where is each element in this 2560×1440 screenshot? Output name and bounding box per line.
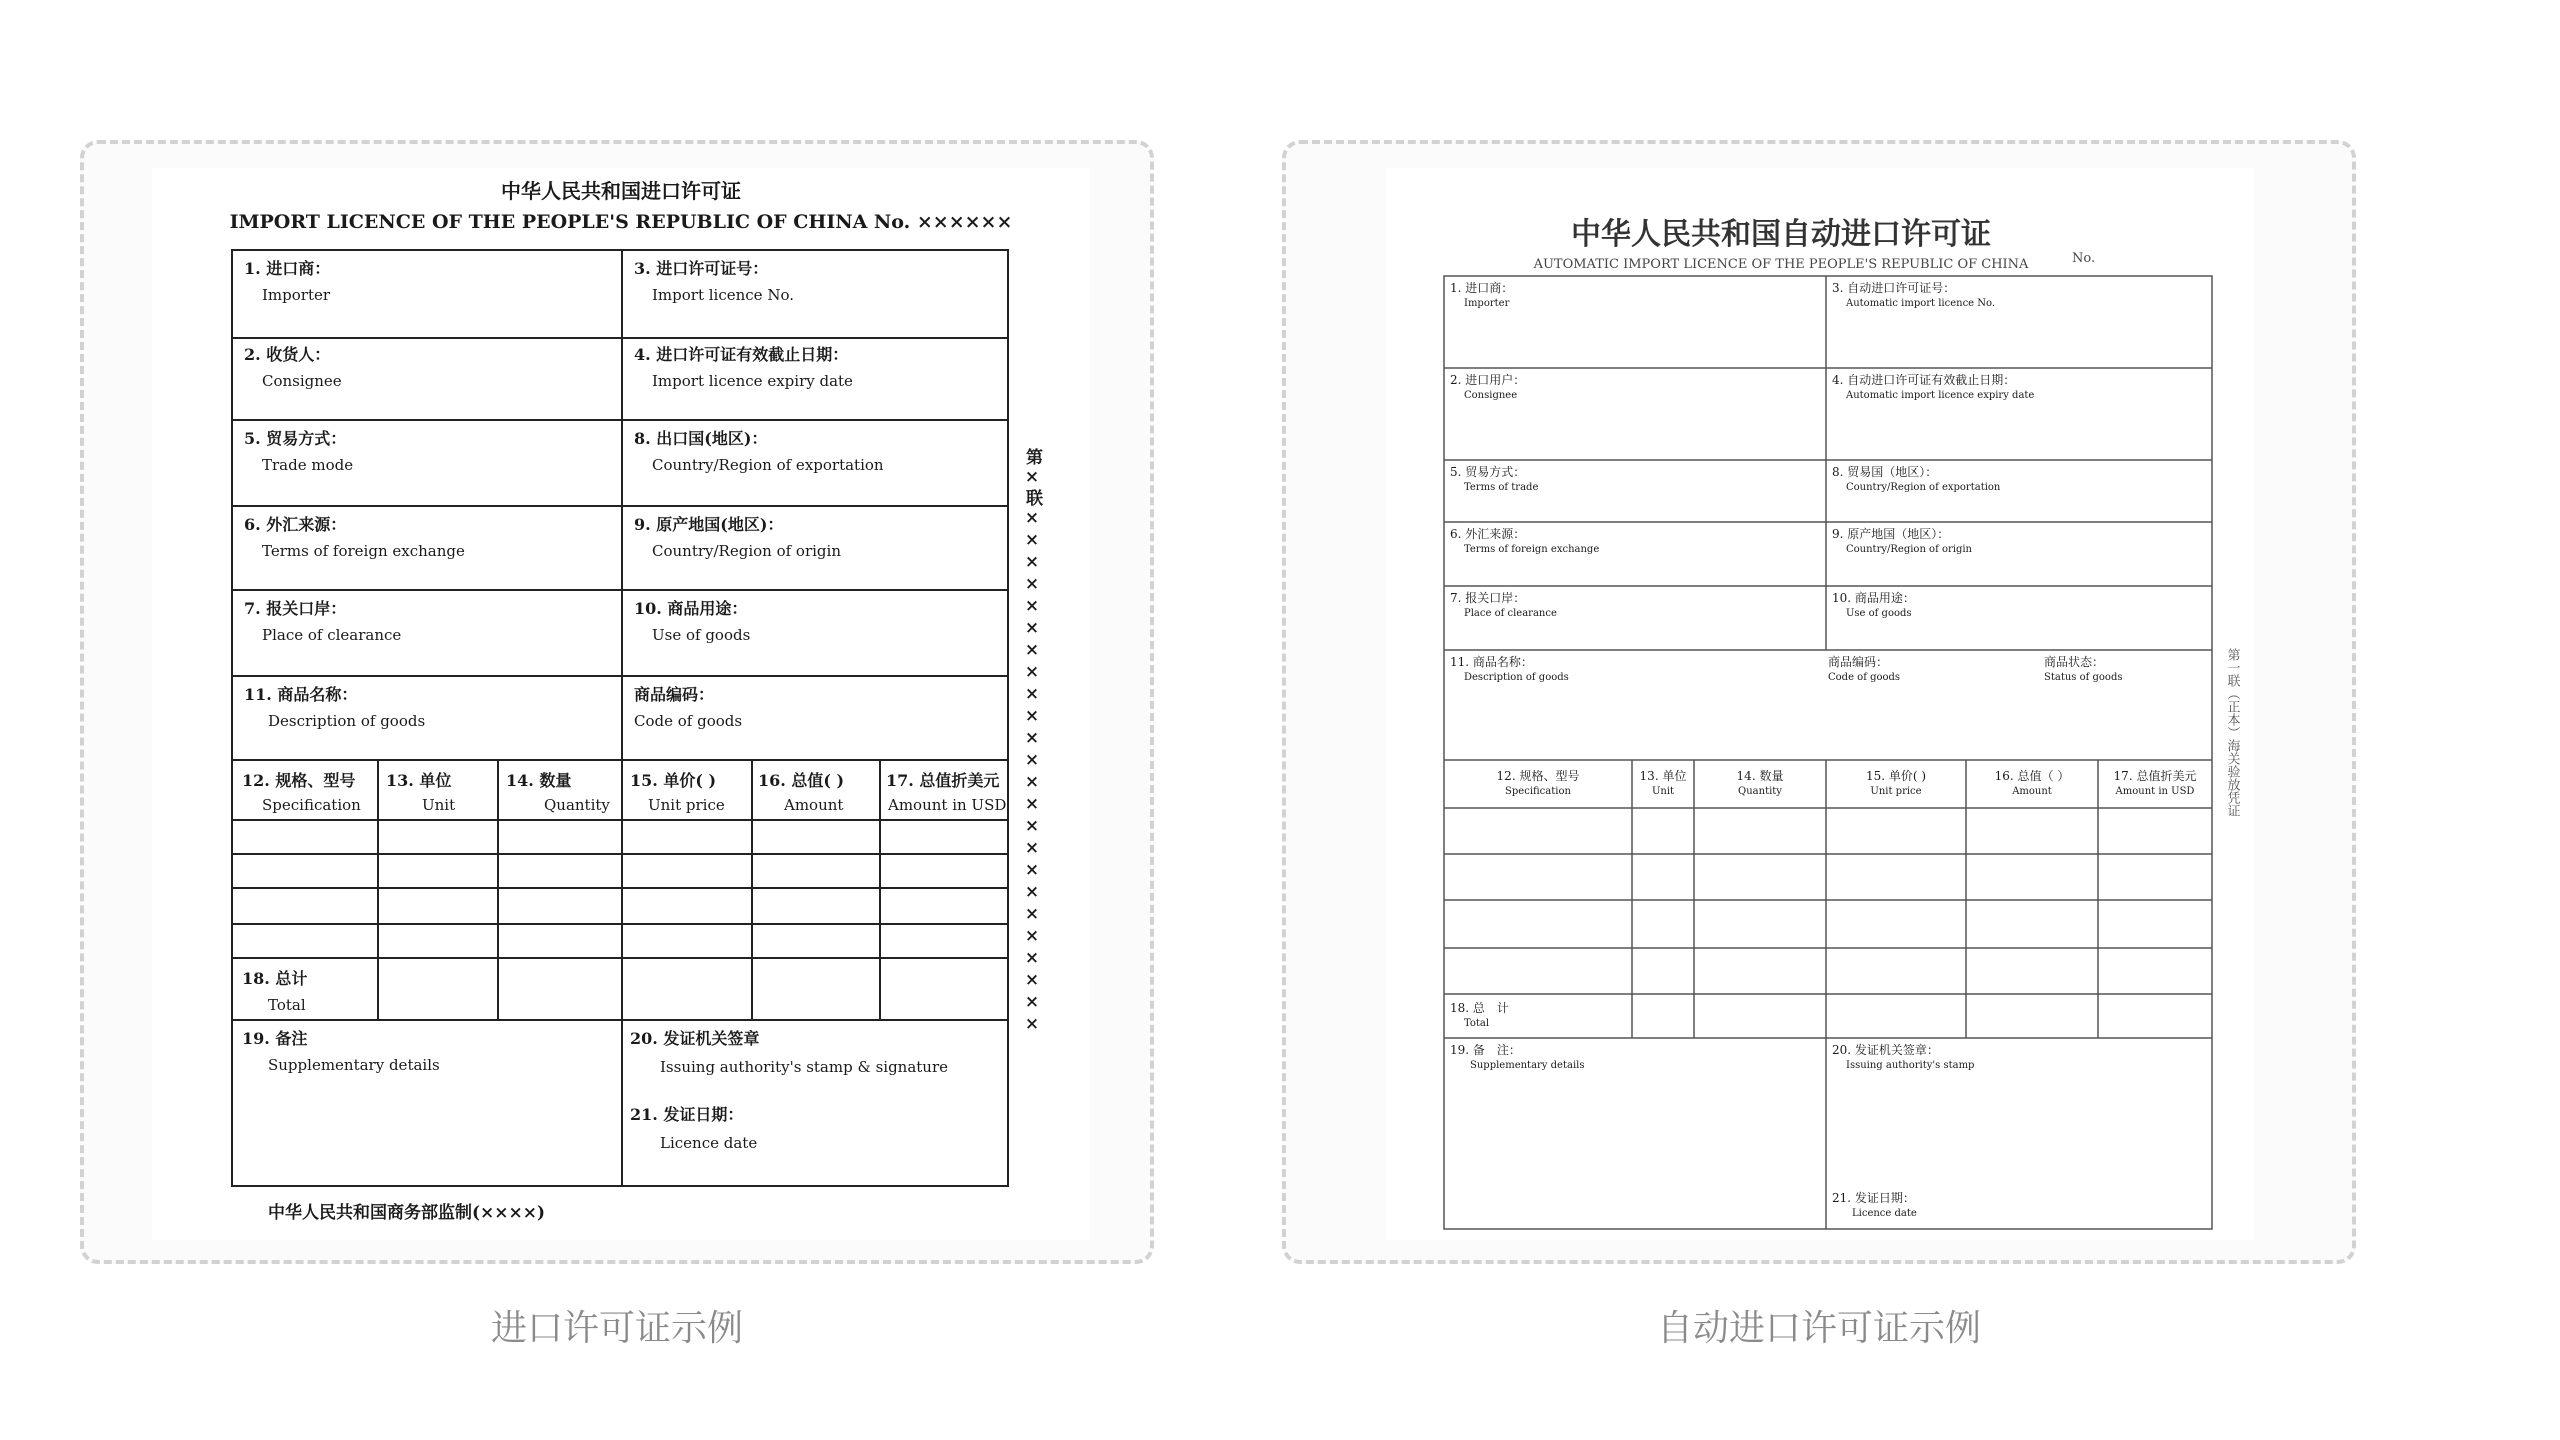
auto-import-licence-document bbox=[1386, 168, 2254, 1240]
doc-title-cn: 中华人民共和国自动进口许可证 bbox=[1571, 217, 1991, 252]
col-unit-price-cn: 15. 单价( ) bbox=[1865, 769, 1927, 783]
caption-auto-import-licence: 自动进口许可证示例 bbox=[1656, 1308, 1981, 1349]
col-unit-en: Unit bbox=[1651, 786, 1675, 797]
row-total-en: Total bbox=[1464, 1018, 1490, 1029]
field-description-cn: 11. 商品名称： bbox=[1450, 655, 1533, 669]
col-spec-en: Specification bbox=[1505, 786, 1571, 797]
col-quantity-cn: 14. 数量 bbox=[1736, 769, 1784, 783]
field-origin-cn: 9. 原产地国（地区）： bbox=[1832, 527, 1950, 541]
field-code-en: Code of goods bbox=[1828, 672, 1901, 683]
field-trade-country-en: Country/Region of exportation bbox=[1846, 482, 2001, 493]
field-expiry-en: Import licence expiry date bbox=[652, 372, 853, 390]
col-quantity-en: Quantity bbox=[544, 796, 610, 814]
col-unit-price-cn: 15. 单价( ) bbox=[630, 771, 717, 790]
field-expiry-en: Automatic import licence expiry date bbox=[1846, 390, 2035, 401]
col-amount-usd-cn: 17. 总值折美元 bbox=[886, 771, 1000, 790]
field-origin-en: Country/Region of origin bbox=[1846, 544, 1972, 555]
col-amount-usd-cn: 17. 总值折美元 bbox=[2113, 769, 2197, 783]
field-clearance-cn: 7. 报关口岸： bbox=[244, 599, 347, 618]
row-total-en: Total bbox=[268, 996, 306, 1014]
doc-title-cn: 中华人民共和国进口许可证 bbox=[501, 179, 741, 203]
field-licence-date-cn: 21. 发证日期： bbox=[1832, 1191, 1915, 1205]
col-quantity-cn: 14. 数量 bbox=[506, 771, 572, 790]
field-licence-no-cn: 3. 自动进口许可证号： bbox=[1832, 281, 1956, 295]
col-unit-price-en: Unit price bbox=[648, 796, 725, 814]
doc-title-en: IMPORT LICENCE OF THE PEOPLE'S REPUBLIC OF CHINA No. ×××××× bbox=[229, 211, 1013, 233]
col-unit-price-en: Unit price bbox=[1870, 786, 1922, 797]
field-importer-en: Importer bbox=[262, 286, 331, 304]
field-export-country-cn: 8. 出口国(地区)： bbox=[634, 429, 768, 448]
field-licence-no-cn: 3. 进口许可证号： bbox=[634, 259, 769, 278]
field-licence-no-en: Import licence No. bbox=[652, 286, 794, 304]
field-authority-cn: 20. 发证机关签章 bbox=[630, 1029, 760, 1048]
field-code-cn: 商品编码： bbox=[634, 685, 715, 704]
col-amount-usd-en: Amount in USD bbox=[888, 796, 1007, 814]
import-licence-document bbox=[152, 168, 1090, 1240]
field-licence-date-en: Licence date bbox=[1852, 1208, 1917, 1219]
field-authority-en: Issuing authority's stamp bbox=[1846, 1060, 1975, 1071]
field-supplementary-cn: 19. 备注 bbox=[242, 1029, 308, 1048]
field-clearance-en: Place of clearance bbox=[1464, 608, 1557, 619]
col-amount-usd-en: Amount in USD bbox=[2115, 786, 2195, 797]
field-clearance-cn: 7. 报关口岸： bbox=[1450, 591, 1526, 605]
field-foreign-exchange-en: Terms of foreign exchange bbox=[262, 542, 465, 560]
field-importer-cn: 1. 进口商： bbox=[1450, 281, 1514, 295]
field-foreign-exchange-cn: 6. 外汇来源： bbox=[1450, 527, 1526, 541]
field-origin-cn: 9. 原产地国(地区)： bbox=[634, 515, 784, 534]
field-trade-country-cn: 8. 贸易国（地区）： bbox=[1832, 465, 1938, 479]
field-description-en: Description of goods bbox=[268, 712, 426, 730]
field-use-cn: 10. 商品用途： bbox=[634, 599, 748, 618]
field-importer-cn: 1. 进口商： bbox=[244, 259, 331, 278]
field-trade-mode-cn: 5. 贸易方式： bbox=[244, 429, 347, 448]
field-supplementary-en: Supplementary details bbox=[1470, 1060, 1585, 1071]
licence-no-label: No. bbox=[2072, 251, 2096, 266]
field-foreign-exchange-cn: 6. 外汇来源： bbox=[244, 515, 347, 534]
field-consignee-en: Consignee bbox=[262, 372, 342, 390]
field-licence-date-cn: 21. 发证日期： bbox=[630, 1105, 744, 1124]
row-total-cn: 18. 总 计 bbox=[1450, 1001, 1509, 1015]
col-amount-en: Amount bbox=[2012, 786, 2052, 797]
field-authority-en: Issuing authority's stamp & signature bbox=[660, 1058, 949, 1076]
field-clearance-en: Place of clearance bbox=[262, 626, 402, 644]
field-trade-mode-en: Trade mode bbox=[262, 456, 354, 474]
col-spec-en: Specification bbox=[262, 796, 361, 814]
field-export-country-en: Country/Region of exportation bbox=[652, 456, 884, 474]
field-status-cn: 商品状态： bbox=[2044, 655, 2105, 669]
col-amount-en: Amount bbox=[784, 796, 844, 814]
field-trade-terms-en: Terms of trade bbox=[1464, 482, 1539, 493]
col-amount-cn: 16. 总值（ ） bbox=[1994, 769, 2070, 783]
import-licence-form bbox=[152, 168, 1090, 1240]
field-consignee-en: Consignee bbox=[1464, 390, 1518, 401]
col-unit-cn: 13. 单位 bbox=[1639, 769, 1687, 783]
field-supplementary-cn: 19. 备 注： bbox=[1450, 1043, 1521, 1057]
field-expiry-cn: 4. 进口许可证有效截止日期： bbox=[634, 345, 849, 364]
field-expiry-cn: 4. 自动进口许可证有效截止日期： bbox=[1832, 373, 2016, 387]
row-total-cn: 18. 总计 bbox=[242, 969, 308, 988]
col-amount-cn: 16. 总值( ) bbox=[758, 771, 845, 790]
auto-import-licence-card bbox=[1282, 140, 2356, 1264]
field-consignee-cn: 2. 收货人： bbox=[244, 345, 331, 364]
field-supplementary-en: Supplementary details bbox=[268, 1056, 440, 1074]
field-status-en: Status of goods bbox=[2044, 672, 2123, 683]
field-foreign-exchange-en: Terms of foreign exchange bbox=[1464, 544, 1600, 555]
col-quantity-en: Quantity bbox=[1738, 786, 1782, 797]
field-origin-en: Country/Region of origin bbox=[652, 542, 841, 560]
field-trade-terms-cn: 5. 贸易方式： bbox=[1450, 465, 1526, 479]
field-use-en: Use of goods bbox=[652, 626, 751, 644]
caption-import-licence: 进口许可证示例 bbox=[490, 1308, 743, 1349]
form-grid bbox=[1444, 276, 2212, 1229]
col-unit-cn: 13. 单位 bbox=[386, 771, 452, 790]
field-importer-en: Importer bbox=[1464, 298, 1510, 309]
doc-footer: 中华人民共和国商务部监制(××××) bbox=[268, 1203, 546, 1223]
side-copy-label: 第×联×××××××××××××××××××××××× bbox=[1022, 448, 1042, 1036]
side-copy-label: 第一联（正本）海关验放凭证 bbox=[2224, 648, 2240, 817]
import-licence-card bbox=[80, 140, 1154, 1264]
field-authority-cn: 20. 发证机关签章： bbox=[1832, 1043, 1939, 1057]
field-description-en: Description of goods bbox=[1464, 672, 1569, 683]
col-spec-cn: 12. 规格、型号 bbox=[242, 771, 356, 790]
col-unit-en: Unit bbox=[422, 796, 456, 814]
field-use-cn: 10. 商品用途： bbox=[1832, 591, 1915, 605]
field-code-cn: 商品编码： bbox=[1828, 655, 1889, 669]
field-description-cn: 11. 商品名称： bbox=[244, 685, 358, 704]
auto-import-licence-form bbox=[1386, 168, 2254, 1240]
col-spec-cn: 12. 规格、型号 bbox=[1496, 769, 1580, 783]
field-licence-no-en: Automatic import licence No. bbox=[1846, 298, 1996, 309]
field-use-en: Use of goods bbox=[1846, 608, 1912, 619]
field-licence-date-en: Licence date bbox=[660, 1134, 758, 1152]
doc-title-en: AUTOMATIC IMPORT LICENCE OF THE PEOPLE'S REPUBLIC OF CHINA bbox=[1533, 257, 2029, 272]
field-consignee-cn: 2. 进口用户： bbox=[1450, 373, 1526, 387]
field-code-en: Code of goods bbox=[634, 712, 743, 730]
